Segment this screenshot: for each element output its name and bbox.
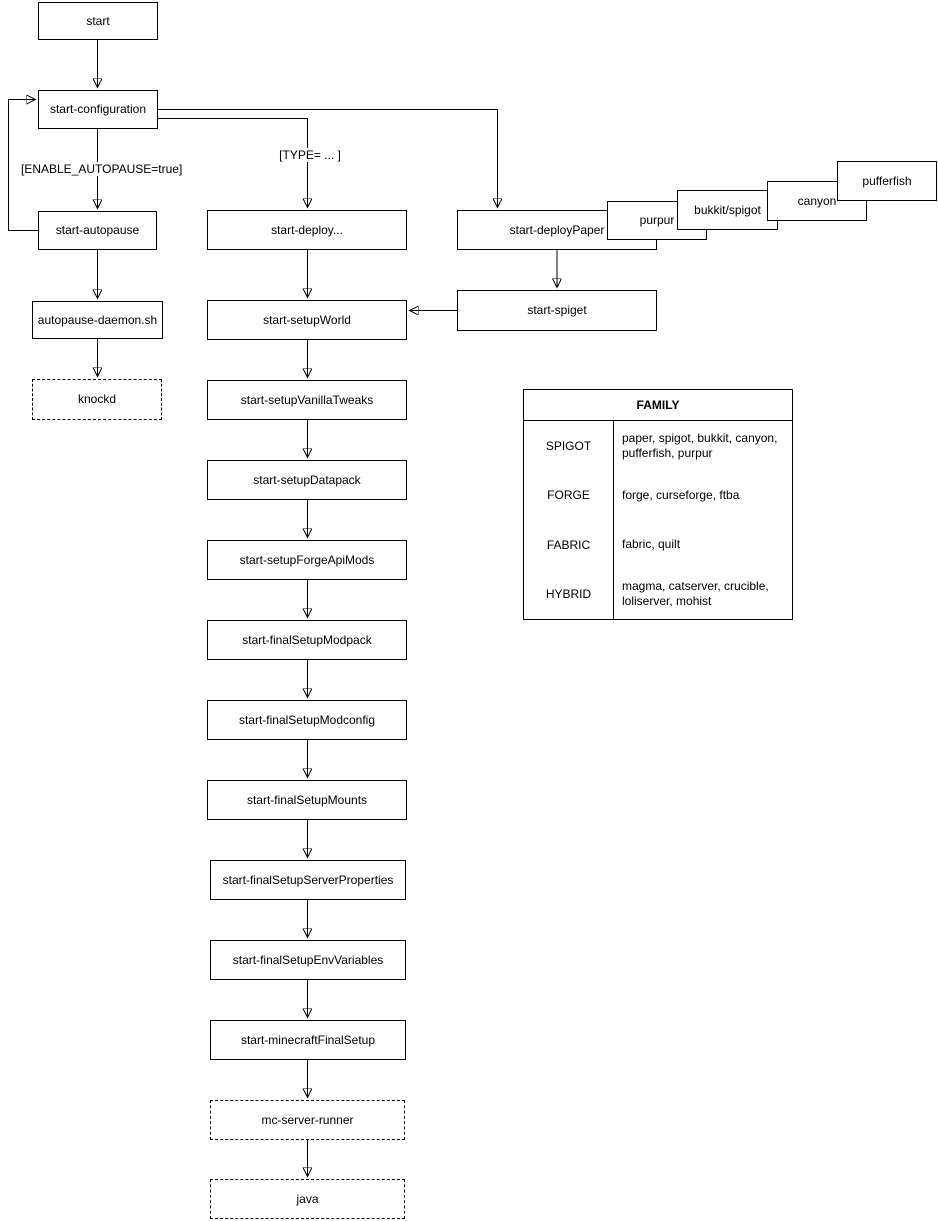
- family-name-cell: FABRIC: [524, 520, 614, 570]
- family-name-cell: HYBRID: [524, 570, 614, 620]
- node-start-final-setup-server-properties: start-finalSetupServerProperties: [210, 860, 406, 900]
- node-start-final-setup-modconfig: start-finalSetupModconfig: [207, 700, 407, 740]
- node-start-autopause: start-autopause: [38, 211, 157, 250]
- family-table-row-fabric: [524, 520, 792, 570]
- node-start: start: [38, 2, 158, 40]
- node-start-setup-world: start-setupWorld: [207, 300, 407, 340]
- node-purpur: purpur: [607, 201, 707, 240]
- node-start-configuration: start-configuration: [38, 90, 158, 129]
- family-table-body: [524, 421, 792, 619]
- node-autopause-daemon-sh: autopause-daemon.sh: [32, 301, 163, 339]
- node-start-setup-datapack: start-setupDatapack: [207, 460, 407, 500]
- node-start-spiget: start-spiget: [457, 290, 657, 331]
- node-knockd: knockd: [32, 379, 162, 420]
- family-name-cell: FORGE: [524, 471, 614, 521]
- node-start-minecraft-final-setup: start-minecraftFinalSetup: [210, 1020, 406, 1060]
- node-start-setup-forge-api-mods: start-setupForgeApiMods: [207, 540, 407, 580]
- node-start-final-setup-modpack: start-finalSetupModpack: [207, 620, 407, 660]
- family-table-row-forge: [524, 471, 792, 521]
- family-name-cell: SPIGOT: [524, 421, 614, 471]
- node-start-final-setup-env-variables: start-finalSetupEnvVariables: [210, 940, 406, 980]
- node-mc-server-runner: mc-server-runner: [210, 1100, 405, 1140]
- family-table-title: FAMILY: [524, 390, 792, 421]
- node-bukkit-spigot: bukkit/spigot: [677, 190, 778, 230]
- family-members-cell: magma, catserver, crucible, loliserver, mohist: [622, 579, 769, 609]
- node-pufferfish: pufferfish: [837, 161, 937, 201]
- edge-label-type: [TYPE= ... ]: [274, 148, 346, 162]
- node-start-final-setup-mounts: start-finalSetupMounts: [207, 780, 407, 820]
- family-table: [523, 389, 793, 620]
- family-members-cell: fabric, quilt: [622, 537, 681, 552]
- node-start-deploy: start-deploy...: [207, 210, 407, 250]
- family-table-row-hybrid: [524, 570, 792, 620]
- node-start-deploy-paper: start-deployPaper: [457, 210, 657, 250]
- edge-label-enable-autopause: [ENABLE_AUTOPAUSE=true]: [21, 162, 183, 176]
- node-start-setup-vanilla-tweaks: start-setupVanillaTweaks: [207, 380, 407, 420]
- family-members-cell: paper, spigot, bukkit, canyon, pufferfish, purpur: [622, 430, 778, 460]
- node-java: java: [210, 1179, 405, 1219]
- family-table-row-spigot: [524, 421, 792, 471]
- node-canyon: canyon: [767, 181, 867, 221]
- family-members-cell: forge, curseforge, ftba: [622, 487, 740, 502]
